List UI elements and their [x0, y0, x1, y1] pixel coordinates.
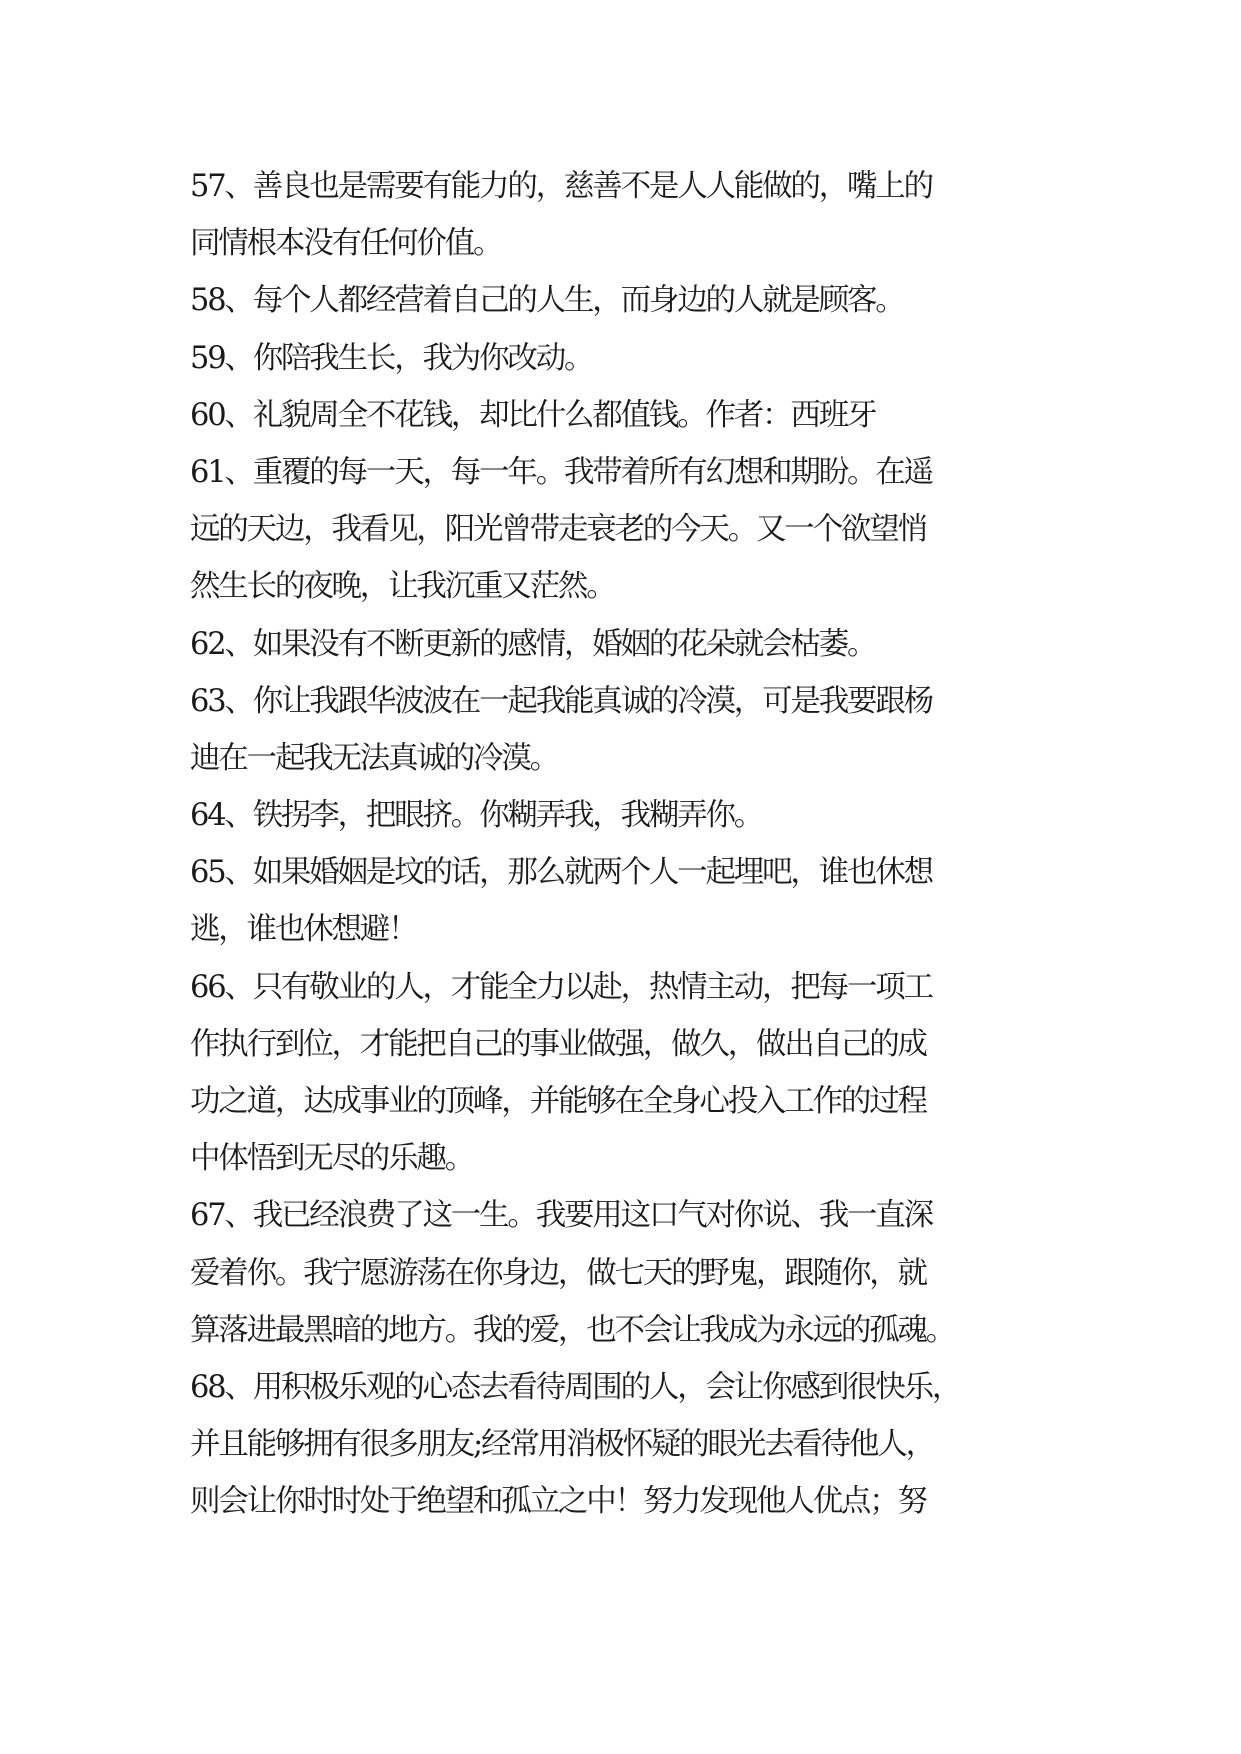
text-line: 65、如果婚姻是坟的话，那么就两个人一起埋吧，谁也休想: [190, 855, 932, 891]
text-line: 作执行到位，才能把自己的事业做强，做久，做出自己的成: [190, 1026, 926, 1062]
text-line: 远的天边，我看见，阳光曾带走衰老的今天。又一个欲望悄: [190, 512, 926, 548]
text-line: 同情根本没有任何价值。: [190, 226, 502, 262]
text-line: 然生长的夜晚，让我沉重又茫然。: [190, 569, 615, 605]
text-line: 60、礼貌周全不花钱，却比什么都值钱。作者：西班牙: [190, 397, 876, 433]
text-line: 中体悟到无尽的乐趣。: [190, 1141, 473, 1177]
text-line: 爱着你。我宁愿游荡在你身边，做七天的野鬼，跟随你，就: [190, 1255, 926, 1291]
text-line: 59、你陪我生长，我为你改动。: [190, 340, 593, 376]
text-line: 算落进最黑暗的地方。我的爱，也不会让我成为永远的孤魂。: [190, 1312, 955, 1348]
text-line: 64、铁拐李，把眼挤。你糊弄我，我糊弄你。: [190, 798, 763, 834]
text-line: 57、善良也是需要有能力的，慈善不是人人能做的，嘴上的: [190, 169, 932, 204]
text-line: 58、每个人都经营着自己的人生，而身边的人就是顾客。: [190, 283, 904, 319]
text-line: 62、如果没有不断更新的感情，婚姻的花朵就会枯萎。: [190, 626, 876, 662]
text-line: 63、你让我跟华波波在一起我能真诚的冷漠，可是我要跟杨: [190, 683, 932, 719]
text-line: 并且能够拥有很多朋友;经常用消极怀疑的眼光去看待他人，: [190, 1427, 934, 1463]
document-body: [190, 158, 1050, 1531]
text-line: 则会让你时时处于绝望和孤立之中！努力发现他人优点；努: [190, 1484, 926, 1520]
text-line: 功之道，达成事业的顶峰，并能够在全身心投入工作的过程: [190, 1084, 926, 1119]
text-line: 61、重覆的每一天，每一年。我带着所有幻想和期盼。在遥: [190, 454, 932, 490]
text-line: 迪在一起我无法真诚的冷漠。: [190, 740, 558, 776]
text-line: 逃，谁也休想避！: [190, 912, 417, 948]
text-line: 66、只有敬业的人，才能全力以赴，热情主动，把每一项工: [190, 969, 932, 1005]
text-line: 68、用积极乐观的心态去看待周围的人，会让你感到很快乐，: [190, 1369, 961, 1405]
text-line: 67、我已经浪费了这一生。我要用这口气对你说、我一直深: [190, 1198, 932, 1234]
